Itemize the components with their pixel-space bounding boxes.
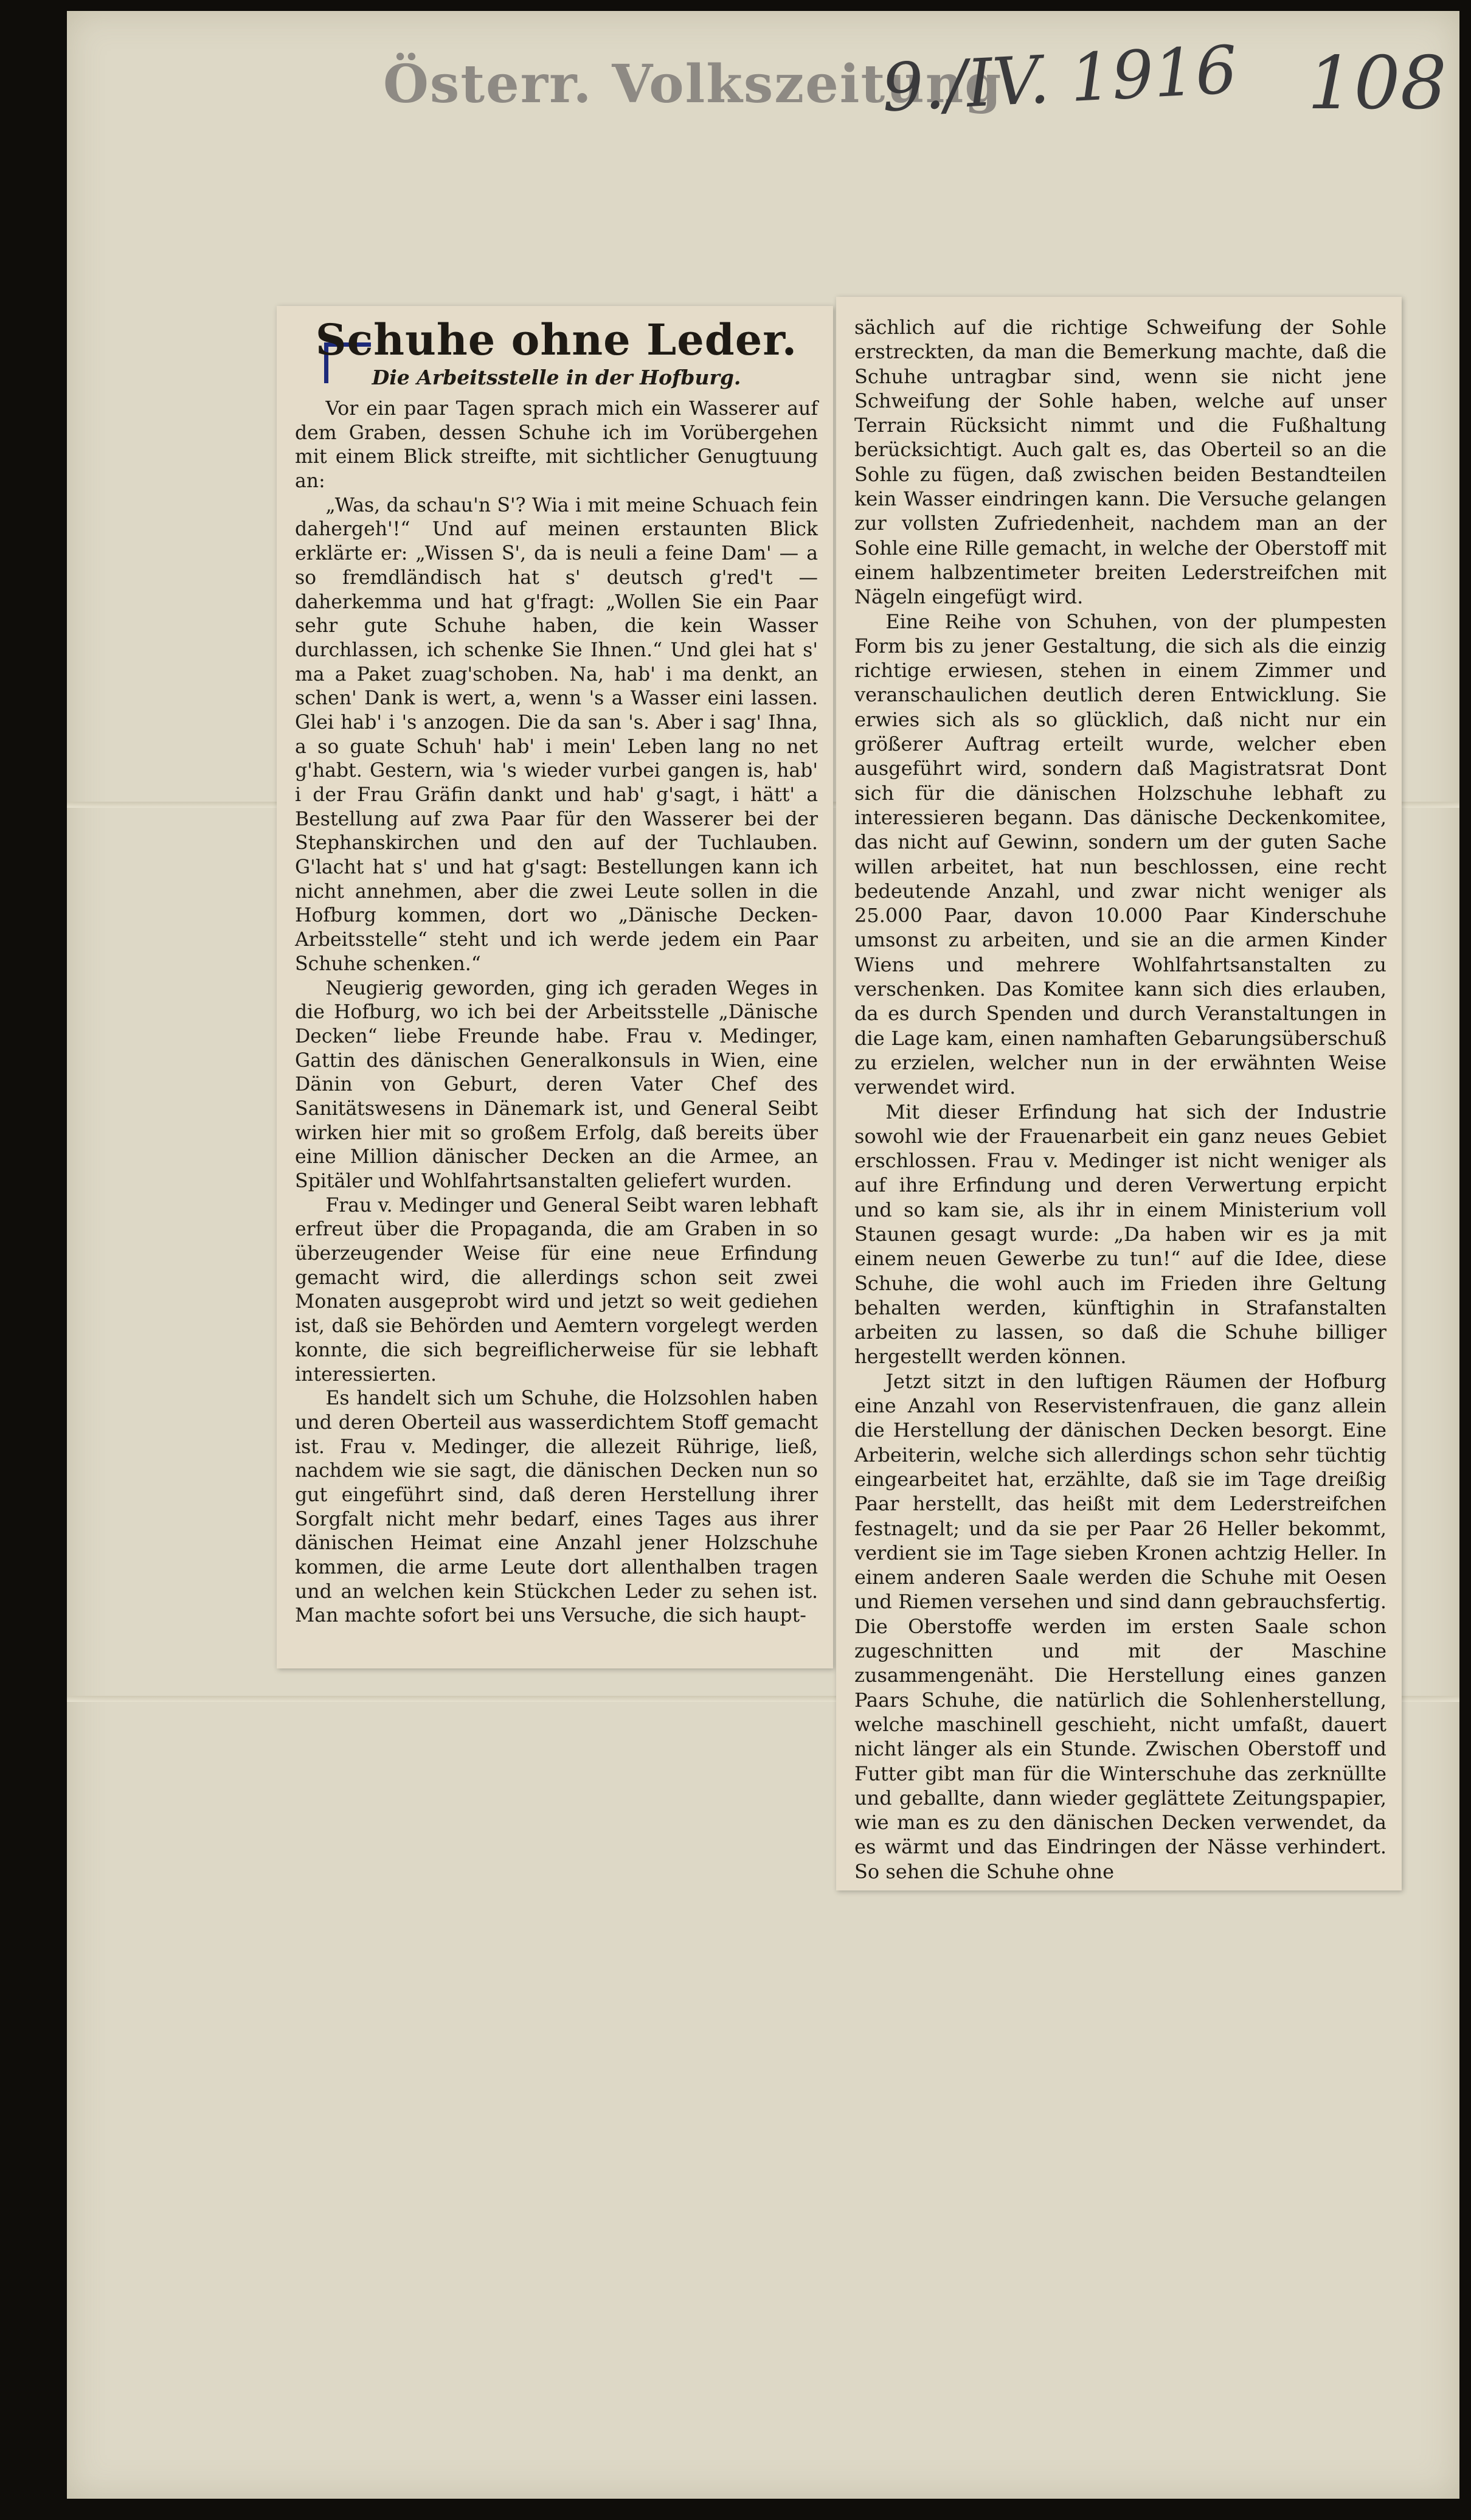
newspaper-stamp: Österr. Volkszeitung: [383, 54, 1003, 115]
paragraph: sächlich auf die richtige Schweifung der Sohle erstreckten, da man die Bemerkung machte, daß die Schuhe untragbar sind, wenn sie nicht jene Schweifung der Sohle haben, welche auf unser Terrain Rücksicht nimmt und die Fußhaltung berücksichtigt. Auch galt es, das Oberteil so an die Sohle zu fügen, daß zwischen beiden Bestandteilen kein Wasser eindringen kann. Die Versuche gelangen zur vollsten Zufriedenheit, nachdem man an der Sohle eine Rille gemacht, in welche der Oberstoff mit einem halbzentimeter breiten Lederstreifchen mit Nägeln eingefügt wird.: [854, 316, 1386, 609]
paragraph: Es handelt sich um Schuhe, die Holzsohlen haben und deren Oberteil aus wasserdichtem Stoff gemacht ist. Frau v. Medinger, die allezeit Rührige, ließ, nachdem wie sie sagt, die dänischen Decken nun so gut eingeführt sind, daß deren Herstellung ihrer Sorgfalt nicht mehr bedarf, eines Tages aus ihrer dänischen Heimat eine Anzahl jener Holzschuhe kommen, die arme Leute dort allenthalben tragen und an welchen kein Stückchen Leder zu sehen ist. Man machte sofort bei uns Versuche, die sich haupt-: [295, 1387, 818, 1627]
handwritten-date: 9./IV. 1916: [880, 32, 1239, 127]
archive-sheet: [67, 11, 1459, 2499]
paragraph: Eine Reihe von Schuhen, von der plumpesten Form bis zu jener Gestaltung, die sich als die einzig richtige erwiesen, stehen in einem Zimmer und veranschaulichen deutlich deren Entwicklung. Sie erwies sich als so glücklich, daß nicht nur ein größerer Auftrag erteilt wurde, welcher eben ausgeführt wird, sondern daß Magistratsrat Dont sich für die dänischen Holzschuhe lebhaft zu interessieren begann. Das dänische Deckenkomitee, das nicht auf Gewinn, sondern um der guten Sache willen arbeitet, hat nun beschlossen, eine recht bedeutende Anzahl, und zwar nicht weniger als 25.000 Paar, davon 10.000 Paar Kinderschuhe umsonst zu arbeiten, und sie an die armen Kinder Wiens und mehrere Wohlfahrtsanstalten zu verschenken. Das Komitee kann sich dies erlauben, da es durch Spenden und durch Veranstaltungen in die Lage kam, einen namhaften Gebarungsüberschuß zu erzielen, welcher nun in der erwähnten Weise verwendet wird.: [854, 609, 1386, 1099]
paragraph: Mit dieser Erfindung hat sich der Industrie sowohl wie der Frauenarbeit ein ganz neues Gebiet erschlossen. Frau v. Medinger ist nicht weniger als auf ihre Erfindung und deren Verwertung erpicht und so kam sie, als ihr in einem Ministerium voll Staunen gesagt wurde: „Da haben wir es ja mit einem neuen Gewerbe zu tun!“ auf die Idee, diese Schuhe, die wohl auch im Frieden ihre Geltung behalten werden, künftighin in Strafanstalten arbeiten zu lassen, so daß die Schuhe billiger hergestellt werden können.: [854, 1100, 1386, 1369]
handwritten-page-number: 108: [1307, 41, 1447, 126]
paragraph: Neugierig geworden, ging ich geraden Weges in die Hofburg, wo ich bei der Arbeitsstelle „Dänische Decken“ liebe Freunde habe. Frau v. Medinger, Gattin des dänischen Generalkonsuls in Wien, eine Dänin von Geburt, deren Vater Chef des Sanitätswesens in Dänemark ist, und General Seibt wirken hier mit so großem Erfolg, daß bereits über eine Million dänischer Decken an die Armee, an Spitäler und Wohlfahrtsanstalten geliefert wurden.: [295, 977, 818, 1192]
article-column-1: [295, 306, 818, 1628]
paragraph: Jetzt sitzt in den luftigen Räumen der Hofburg eine Anzahl von Reservistenfrauen, die ganz allein die Herstellung der dänischen Decken besorgt. Eine Arbeiterin, welche sich allerdings schon sehr tüchtig eingearbeitet hat, erzählte, daß sie im Tage dreißig Paar herstellt, das heißt mit dem Lederstreifchen festnagelt; und da sie per Paar 26 Heller bekommt, verdient sie im Tage sieben Kronen achtzig Heller. In einem anderen Saale werden die Schuhe mit Oesen und Riemen versehen und sind dann gebrauchsfertig. Die Oberstoffe werden im ersten Saale schon zugeschnitten und mit der Maschine zusammengenäht. Die Herstellung eines ganzen Paars Schuhe, die natürlich die Sohlenherstellung, welche maschinell geschieht, nicht umfaßt, dauert nicht länger als ein Stunde. Zwischen Oberstoff und Futter gibt man für die Winterschuhe das zerknüllte und geballte, dann wieder geglättete Zeitungspapier, wie man es zu den dänischen Decken verwendet, da es wärmt und das Eindringen der Nässe verhindert. So sehen die Schuhe ohne: [854, 1369, 1386, 1883]
article-column-2: [854, 315, 1386, 1884]
article-subheadline: Die Arbeitsstelle in der Hofburg.: [372, 366, 741, 389]
article-headline: Schuhe ohne Leder.: [315, 314, 798, 365]
paragraph: Frau v. Medinger und General Seibt waren lebhaft erfreut über die Propaganda, die am Graben in so überzeugender Weise für eine neue Erfindung gemacht wird, die allerdings schon seit zwei Monaten ausgeprobt wird und jetzt so weit gediehen ist, daß sie Behörden und Aemtern vorgelegt werden konnte, die sich begreiflicherweise für sie lebhaft interessierten.: [295, 1194, 818, 1386]
paragraph: „Was, da schau'n S'? Wia i mit meine Schuach fein dahergeh'!“ Und auf meinen erstaunten Blick erklärte er: „Wissen S', da is neuli a feine Dam' — a so fremdländisch hat s' deutsch g'red't — daherkemma und hat g'fragt: „Wollen Sie ein Paar sehr gute Schuhe haben, die kein Wasser durchlassen, ich schenke Sie Ihnen.“ Und glei hat s' ma a Paket zuag'schoben. Na, hab' i ma denkt, an schen' Dank is wert, a, wenn 's a Wasser eini lassen. Glei hab' i 's anzogen. Die da san 's. Aber i sag' Ihna, a so guate Schuh' hab' i mein' Leben lang no net g'habt. Gestern, wia 's wieder vurbei gangen is, hab' i der Frau Gräfin dankt und hab' g'sagt, i hätt' a Bestellung auf zwa Paar für den Wasserer bei der Stephanskirchen und den auf der Tuchlauben. G'lacht hat s' und hat g'sagt: Bestellungen kann ich nicht annehmen, aber die zwei Leute sollen in die Hofburg kommen, dort wo „Dänische Decken-Arbeitsstelle“ steht und ich werde jedem ein Paar Schuhe schenken.“: [295, 494, 818, 975]
clipping-column-1: [277, 306, 833, 1668]
paragraph: Vor ein paar Tagen sprach mich ein Wasserer auf dem Graben, dessen Schuhe ich im Vorübergehen mit einem Blick streifte, mit sichtlicher Genugtuung an:: [295, 398, 818, 493]
clipping-column-2: [836, 297, 1402, 1890]
